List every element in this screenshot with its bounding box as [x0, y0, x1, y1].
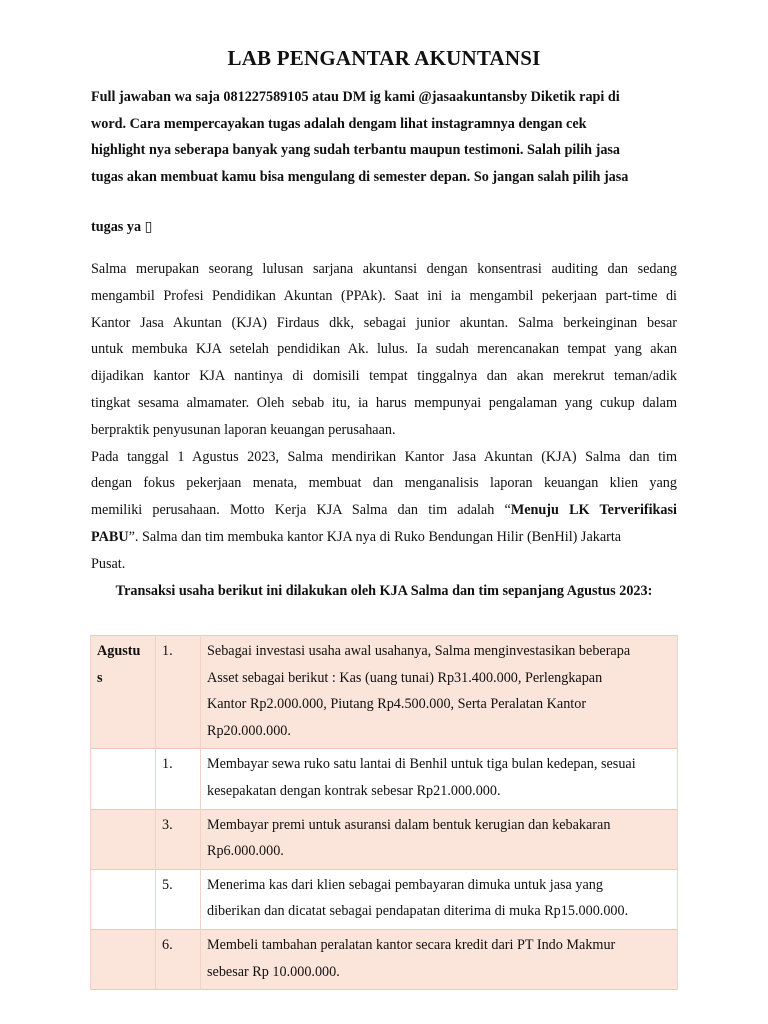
date-cell: 1.: [156, 636, 201, 749]
date-cell: 5.: [156, 869, 201, 929]
description-cell: [201, 749, 678, 809]
description-line: sebesar Rp 10.000.000.: [207, 963, 340, 980]
month-label: s: [97, 669, 103, 686]
paragraph-line: [91, 524, 677, 551]
table-row: [91, 749, 678, 809]
paragraph-line: Salma merupakan seorang lulusan sarjana akuntansi dengan konsentrasi auditing dan sedang: [91, 261, 677, 277]
month-label: Agustu: [97, 643, 141, 659]
paragraph-line: Pusat.: [91, 555, 126, 572]
description-line: Membayar sewa ruko satu lantai di Benhil untuk tiga bulan kedepan, sesuai: [207, 756, 636, 773]
intro-line: highlight nya seberapa banyak yang sudah terbantu maupun testimoni. Salah pilih jasa: [91, 142, 621, 158]
description-line: Sebagai investasi usaha awal usahanya, Salma menginvestasikan beberapa: [207, 643, 631, 659]
description-cell: [201, 869, 678, 929]
month-cell: [91, 636, 156, 749]
paragraph-line: untuk membuka KJA setelah pendidikan Ak. lulus. Ia sudah merencanakan tempat yang akan: [91, 341, 677, 358]
paragraph-line: [91, 497, 677, 524]
intro-line: Full jawaban wa saja 081227589105 atau DM ig kami @jasaakuntansby Diketik rapi di: [91, 89, 620, 105]
month-cell: [91, 749, 156, 809]
table-row: [91, 809, 678, 869]
paragraph-line: dijadikan kantor KJA nantinya di domisili tempat tinggalnya dan akan merekrut teman/adik: [91, 368, 677, 385]
paragraph-line: berpraktik penyusunan laporan keuangan perusahaan.: [91, 421, 396, 438]
intro-tail: tugas ya ▯: [91, 219, 153, 235]
description-line: kesepakatan dengan kontrak sebesar Rp21.000.000.: [207, 782, 501, 799]
date-cell: 6.: [156, 929, 201, 989]
month-cell: [91, 809, 156, 869]
description-cell: [201, 929, 678, 989]
page-title: LAB PENGANTAR AKUNTANSI: [227, 46, 541, 70]
table-row: [91, 929, 678, 989]
description-line: Membayar premi untuk asuransi dalam bentuk kerugian dan kebakaran: [207, 816, 611, 833]
case-description: [91, 256, 677, 578]
section-heading: Transaksi usaha berikut ini dilakukan oleh KJA Salma dan tim sepanjang Agustus 2023:: [115, 583, 653, 599]
description-line: Asset sebagai berikut : Kas (uang tunai) Rp31.400.000, Perlengkapan: [207, 669, 603, 686]
table-row: [91, 636, 678, 749]
intro-line: word. Cara mempercayakan tugas adalah dengam lihat instagramnya dengan cek: [91, 115, 587, 132]
paragraph-line: tingkat sesama almamater. Oleh sebab itu, ia harus mempunyai pengalaman yang cukup dalam: [91, 394, 677, 411]
intro-line: tugas akan membuat kamu bisa mengulang di semester depan. So jangan salah pilih jasa: [91, 168, 629, 185]
intro-note: [91, 84, 681, 190]
transactions-table: [90, 635, 678, 990]
motto-text: Menuju LK Terverifikasi: [510, 502, 677, 519]
paragraph-text: memiliki perusahaan. Motto Kerja KJA Salma dan tim adalah “: [91, 502, 511, 519]
motto-text: PABU: [91, 528, 129, 545]
paragraph-text: ”. Salma dan tim membuka kantor KJA nya di Ruko Bendungan Hilir (BenHil) Jakarta: [128, 528, 622, 545]
description-line: Menerima kas dari klien sebagai pembayaran dimuka untuk jasa yang: [207, 876, 603, 893]
paragraph-line: Kantor Jasa Akuntan (KJA) Firdaus dkk, sebagai junior akuntan. Salma berkeinginan besar: [91, 314, 677, 331]
description-line: Rp6.000.000.: [207, 843, 284, 860]
paragraph-line: dengan fokus pekerjaan menata, membuat dan menganalisis laporan keuangan klien yang: [91, 475, 677, 492]
paragraph-line: Pada tanggal 1 Agustus 2023, Salma mendirikan Kantor Jasa Akuntan (KJA) Salma dan tim: [91, 448, 677, 465]
description-line: diberikan dan dicatat sebagai pendapatan diterima di muka Rp15.000.000.: [207, 903, 629, 920]
month-cell: [91, 929, 156, 989]
month-cell: [91, 869, 156, 929]
description-line: Kantor Rp2.000.000, Piutang Rp4.500.000, Serta Peralatan Kantor: [207, 696, 587, 713]
paragraph-line: mengambil Profesi Pendidikan Akuntan (PPAk). Saat ini ia mengambil pekerjaan part-time di: [91, 287, 677, 304]
date-cell: 3.: [156, 809, 201, 869]
description-line: Rp20.000.000.: [207, 722, 291, 739]
description-cell: [201, 809, 678, 869]
description-cell: [201, 636, 678, 749]
table-row: [91, 869, 678, 929]
description-line: Membeli tambahan peralatan kantor secara kredit dari PT Indo Makmur: [207, 936, 616, 953]
date-cell: 1.: [156, 749, 201, 809]
